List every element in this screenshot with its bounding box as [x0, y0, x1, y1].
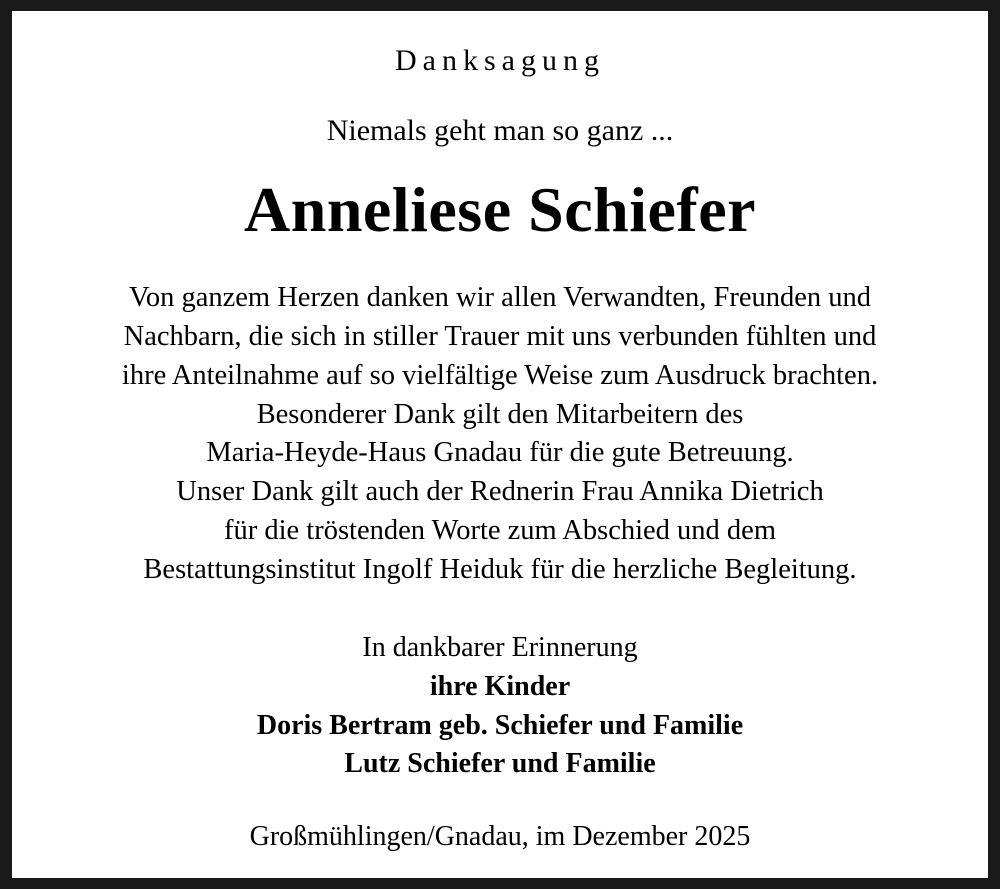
closing-block	[257, 629, 743, 784]
message-line: Maria-Heyde-Haus Gnadau für die gute Betreuung.	[206, 437, 794, 469]
thank-you-message	[40, 279, 960, 589]
notice-epitaph: Niemals geht man so ganz ...	[326, 114, 674, 147]
place-and-date: Großmühlingen/Gnadau, im Dezember 2025	[249, 820, 751, 852]
message-line: Von ganzem Herzen danken wir allen Verwandten, Freunden und	[128, 282, 872, 314]
message-line: Nachbarn, die sich in stiller Trauer mit uns verbunden fühlten und	[123, 321, 877, 353]
deceased-name: Anneliese Schiefer	[244, 174, 756, 245]
closing-line: ihre Kinder	[429, 671, 571, 703]
closing-line: Lutz Schiefer und Familie	[344, 748, 656, 780]
notice-heading: Danksagung	[395, 44, 605, 77]
message-line: Bestattungsinstitut Ingolf Heiduk für die herzliche Begleitung.	[143, 553, 857, 585]
message-line: ihre Anteilnahme auf so vielfältige Weise zum Ausdruck brachten.	[121, 359, 879, 391]
closing-line: Doris Bertram geb. Schiefer und Familie	[256, 709, 744, 741]
closing-intro: In dankbarer Erinnerung	[362, 632, 638, 664]
obituary-notice-content	[12, 11, 988, 878]
message-line: für die tröstenden Worte zum Abschied und dem	[223, 514, 776, 546]
message-line: Unser Dank gilt auch der Rednerin Frau Annika Dietrich	[176, 476, 824, 508]
message-line: Besonderer Dank gilt den Mitarbeitern des	[256, 398, 744, 430]
